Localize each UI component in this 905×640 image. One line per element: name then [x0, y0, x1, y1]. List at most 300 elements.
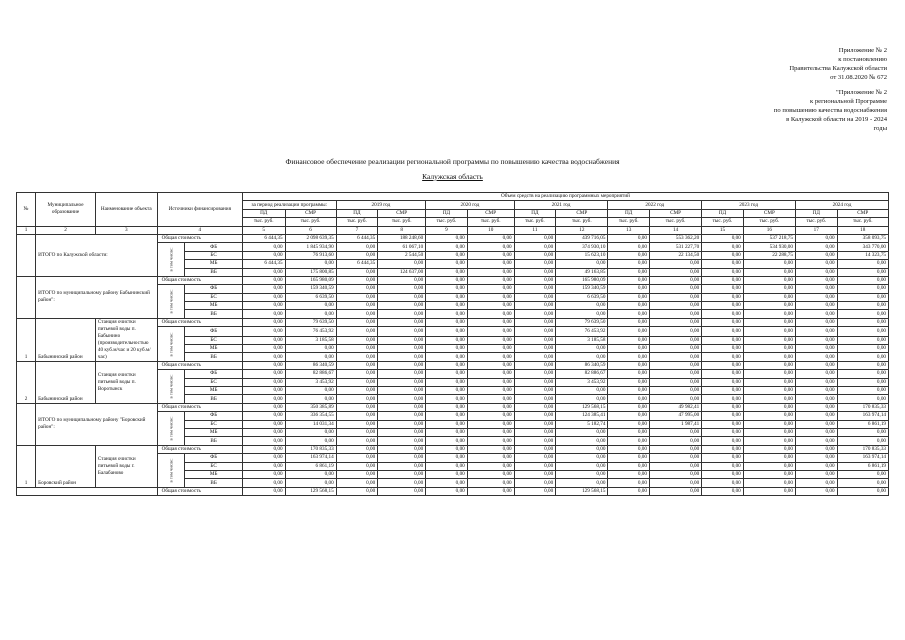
row-number: 1 [17, 445, 36, 487]
amount-cell: 0,00 [514, 302, 556, 310]
amount-cell: 0,00 [514, 487, 556, 495]
amount-cell: 0,00 [837, 310, 888, 318]
source-type: ВБ [185, 479, 243, 487]
col-unit: тыс. руб. [336, 218, 378, 226]
amount-cell: 0,00 [702, 403, 744, 411]
amount-cell: 0,00 [743, 403, 795, 411]
amount-cell: 0,00 [649, 437, 701, 445]
amount-cell: 0,00 [467, 378, 514, 386]
amount-cell: 0,00 [242, 310, 285, 318]
amount-cell: 0,00 [336, 302, 378, 310]
amount-cell: 0,00 [649, 445, 701, 453]
amount-cell: 0,00 [426, 293, 468, 301]
amount-cell: 0,00 [467, 437, 514, 445]
municipality-name: Бабынинский район [36, 318, 96, 361]
amount-cell: 0,00 [837, 437, 888, 445]
amount-cell: 0,00 [743, 412, 795, 420]
amount-cell: 0,00 [795, 285, 837, 293]
col-year: 2021 год [514, 201, 608, 209]
amount-cell: 0,00 [702, 454, 744, 462]
source-type: Общая стоимость [157, 487, 242, 495]
amount-cell: 2 544,50 [378, 251, 426, 259]
column-number: 1 [17, 226, 36, 234]
amount-cell: 0,00 [649, 462, 701, 470]
amount-cell: 0,00 [467, 310, 514, 318]
col-unit: тыс. руб. [649, 218, 701, 226]
amount-cell: 531 227,70 [649, 243, 701, 251]
amount-cell: 0,00 [378, 420, 426, 428]
amount-cell: 76 913,60 [285, 251, 336, 259]
header-line: к региональной Программе [810, 98, 887, 105]
amount-cell: 0,00 [467, 479, 514, 487]
amount-cell: 159 340,59 [285, 285, 336, 293]
col-unit: тыс. руб. [702, 218, 744, 226]
amount-cell: 0,00 [514, 293, 556, 301]
amount-cell: 0,00 [649, 318, 701, 326]
amount-cell: 0,00 [702, 361, 744, 369]
source-type: МБ [185, 387, 243, 395]
including-text: в том числе: [168, 416, 174, 441]
amount-cell: 0,00 [837, 336, 888, 344]
amount-cell: 0,00 [837, 378, 888, 386]
amount-cell: 49 982,41 [649, 403, 701, 411]
amount-cell: 0,00 [795, 302, 837, 310]
amount-cell: 0,00 [514, 395, 556, 403]
column-number: 15 [702, 226, 744, 234]
amount-cell: 0,00 [242, 403, 285, 411]
header-line: к постановлению [838, 56, 887, 63]
source-type: ВБ [185, 310, 243, 318]
amount-cell: 0,00 [336, 470, 378, 478]
amount-cell: 0,00 [467, 293, 514, 301]
amount-cell: 0,00 [608, 403, 650, 411]
amount-cell: 1 845 934,90 [285, 243, 336, 251]
amount-cell: 0,00 [514, 234, 556, 242]
header-line: в Калужской области на 2019 - 2024 [786, 116, 887, 123]
amount-cell: 0,00 [743, 353, 795, 361]
amount-cell: 0,00 [795, 412, 837, 420]
amount-cell: 0,00 [242, 437, 285, 445]
amount-cell: 0,00 [743, 462, 795, 470]
amount-cell: 0,00 [743, 318, 795, 326]
amount-cell: 0,00 [608, 454, 650, 462]
amount-cell: 0,00 [608, 395, 650, 403]
amount-cell: 0,00 [649, 260, 701, 268]
object-name: Станция очистки питьевой воды г. Балабаново [95, 445, 157, 487]
amount-cell: 0,00 [702, 487, 744, 495]
col-unit: тыс. руб. [743, 218, 795, 226]
amount-cell: 0,00 [242, 336, 285, 344]
source-type: БС [185, 336, 243, 344]
amount-cell: 0,00 [514, 268, 556, 276]
amount-cell: 61 067,10 [378, 243, 426, 251]
amount-cell: 0,00 [795, 470, 837, 478]
amount-cell: 0,00 [608, 327, 650, 336]
amount-cell: 0,00 [426, 234, 468, 242]
amount-cell: 0,00 [378, 412, 426, 420]
amount-cell: 0,00 [378, 387, 426, 395]
amount-cell: 6 444,35 [242, 260, 285, 268]
amount-cell: 0,00 [649, 285, 701, 293]
amount-cell: 0,00 [242, 479, 285, 487]
amount-cell: 0,00 [514, 403, 556, 411]
amount-cell: 0,00 [795, 395, 837, 403]
amount-cell: 0,00 [702, 445, 744, 453]
amount-cell: 0,00 [514, 370, 556, 378]
source-type: ВБ [185, 395, 243, 403]
amount-cell: 0,00 [743, 310, 795, 318]
amount-cell: 0,00 [378, 353, 426, 361]
amount-cell: 0,00 [743, 387, 795, 395]
col-municipality: Муниципальное образование [36, 193, 96, 227]
amount-cell: 0,00 [514, 345, 556, 353]
amount-cell: 0,00 [467, 260, 514, 268]
amount-cell: 129 568,15 [285, 487, 336, 495]
amount-cell: 0,00 [837, 487, 888, 495]
amount-cell: 0,00 [426, 370, 468, 378]
amount-cell: 0,00 [426, 361, 468, 369]
amount-cell: 0,00 [702, 420, 744, 428]
amount-cell: 0,00 [795, 428, 837, 436]
amount-cell: 3 185,58 [285, 336, 336, 344]
amount-cell: 0,00 [649, 268, 701, 276]
amount-cell: 0,00 [608, 293, 650, 301]
column-number: 6 [285, 226, 336, 234]
amount-cell: 0,00 [426, 327, 468, 336]
amount-cell: 165 980,09 [285, 276, 336, 284]
amount-cell: 0,00 [336, 327, 378, 336]
amount-cell: 0,00 [743, 336, 795, 344]
amount-cell: 0,00 [556, 395, 608, 403]
amount-cell: 0,00 [702, 268, 744, 276]
amount-cell: 0,00 [242, 370, 285, 378]
including-label [157, 370, 185, 404]
amount-cell: 0,00 [467, 302, 514, 310]
amount-cell: 0,00 [514, 420, 556, 428]
amount-cell: 0,00 [378, 327, 426, 336]
amount-cell: 0,00 [514, 353, 556, 361]
amount-cell: 0,00 [514, 318, 556, 326]
amount-cell: 0,00 [378, 470, 426, 478]
amount-cell: 0,00 [743, 437, 795, 445]
amount-cell: 0,00 [837, 479, 888, 487]
total-label: ИТОГО по муниципальному району "Боровский район": [36, 403, 157, 445]
amount-cell: 0,00 [336, 293, 378, 301]
amount-cell: 0,00 [837, 268, 888, 276]
amount-cell: 0,00 [285, 437, 336, 445]
object-name: Станция очистки питьевой воды п. Бабынино (производительностью 40 куб.м/час и 20 куб.м/час) [95, 318, 157, 361]
amount-cell: 0,00 [649, 378, 701, 386]
amount-cell: 86 340,59 [556, 361, 608, 369]
amount-cell: 0,00 [743, 268, 795, 276]
amount-cell: 0,00 [795, 353, 837, 361]
amount-cell: 0,00 [514, 445, 556, 453]
amount-cell: 0,00 [467, 403, 514, 411]
amount-cell: 0,00 [608, 470, 650, 478]
amount-cell: 0,00 [743, 260, 795, 268]
amount-cell: 0,00 [426, 251, 468, 259]
col-pd: ПД [514, 209, 556, 217]
amount-cell: 0,00 [426, 345, 468, 353]
column-number: 5 [242, 226, 285, 234]
amount-cell: 0,00 [242, 412, 285, 420]
amount-cell: 0,00 [242, 243, 285, 251]
amount-cell: 0,00 [426, 260, 468, 268]
col-pd: ПД [242, 209, 285, 217]
header-line: годы [873, 125, 887, 132]
amount-cell: 0,00 [795, 420, 837, 428]
empty-cell [17, 487, 158, 495]
amount-cell: 0,00 [743, 487, 795, 495]
amount-cell: 163 974,14 [837, 412, 888, 420]
column-number: 17 [795, 226, 837, 234]
amount-cell: 6 444,35 [336, 234, 378, 242]
amount-cell: 0,00 [649, 361, 701, 369]
amount-cell: 0,00 [608, 378, 650, 386]
amount-cell: 0,00 [514, 387, 556, 395]
amount-cell: 0,00 [743, 395, 795, 403]
amount-cell: 0,00 [795, 370, 837, 378]
amount-cell: 0,00 [556, 437, 608, 445]
amount-cell: 0,00 [336, 420, 378, 428]
amount-cell: 0,00 [378, 479, 426, 487]
amount-cell: 0,00 [743, 479, 795, 487]
amount-cell: 0,00 [336, 479, 378, 487]
amount-cell: 0,00 [242, 420, 285, 428]
source-type: ВБ [185, 437, 243, 445]
source-type: МБ [185, 345, 243, 353]
col-smr: СМР [743, 209, 795, 217]
amount-cell: 0,00 [378, 462, 426, 470]
including-label [157, 327, 185, 362]
amount-cell: 0,00 [467, 353, 514, 361]
amount-cell: 358 093,75 [837, 234, 888, 242]
col-pd: ПД [426, 209, 468, 217]
amount-cell: 0,00 [743, 420, 795, 428]
amount-cell: 0,00 [837, 395, 888, 403]
amount-cell: 0,00 [378, 370, 426, 378]
amount-cell: 0,00 [743, 345, 795, 353]
amount-cell: 0,00 [378, 395, 426, 403]
amount-cell: 0,00 [702, 428, 744, 436]
source-type: Общая стоимость [157, 318, 242, 326]
row-number [17, 403, 36, 445]
col-pd: ПД [336, 209, 378, 217]
amount-cell: 0,00 [426, 470, 468, 478]
amount-cell: 0,00 [336, 353, 378, 361]
municipality-name: Боровский район [36, 445, 96, 487]
col-unit: тыс. руб. [426, 218, 468, 226]
amount-cell: 0,00 [242, 353, 285, 361]
amount-cell: 0,00 [467, 387, 514, 395]
row-number [17, 234, 36, 276]
amount-cell: 0,00 [285, 302, 336, 310]
source-type: ФБ [185, 285, 243, 293]
amount-cell: 0,00 [285, 479, 336, 487]
amount-cell: 0,00 [467, 395, 514, 403]
amount-cell: 0,00 [514, 462, 556, 470]
amount-cell: 0,00 [467, 412, 514, 420]
amount-cell: 0,00 [702, 327, 744, 336]
amount-cell: 0,00 [467, 470, 514, 478]
amount-cell: 0,00 [743, 470, 795, 478]
amount-cell: 0,00 [242, 470, 285, 478]
amount-cell: 47 995,00 [649, 412, 701, 420]
amount-cell: 0,00 [336, 251, 378, 259]
amount-cell: 0,00 [649, 454, 701, 462]
amount-cell: 0,00 [743, 327, 795, 336]
amount-cell: 0,00 [378, 302, 426, 310]
annex-header [774, 88, 887, 133]
amount-cell: 2 098 639,35 [285, 234, 336, 242]
source-type: Общая стоимость [157, 361, 242, 369]
amount-cell: 0,00 [336, 310, 378, 318]
amount-cell: 0,00 [514, 243, 556, 251]
column-number: 11 [514, 226, 556, 234]
amount-cell: 0,00 [837, 428, 888, 436]
amount-cell: 0,00 [556, 428, 608, 436]
col-unit: тыс. руб. [378, 218, 426, 226]
amount-cell: 0,00 [242, 345, 285, 353]
amount-cell: 439 716,05 [556, 234, 608, 242]
amount-cell: 0,00 [795, 479, 837, 487]
amount-cell: 0,00 [285, 428, 336, 436]
amount-cell: 124 385,41 [556, 412, 608, 420]
header-line: "Приложение № 2 [836, 89, 887, 96]
amount-cell: 0,00 [426, 378, 468, 386]
col-object: Наименование объекта [95, 193, 157, 227]
amount-cell: 0,00 [514, 310, 556, 318]
amount-cell: 0,00 [649, 428, 701, 436]
amount-cell: 0,00 [242, 285, 285, 293]
amount-cell: 129 568,15 [556, 403, 608, 411]
amount-cell: 0,00 [336, 378, 378, 386]
amount-cell: 0,00 [837, 361, 888, 369]
amount-cell: 0,00 [649, 470, 701, 478]
amount-cell: 0,00 [795, 387, 837, 395]
amount-cell: 0,00 [743, 454, 795, 462]
amount-cell: 0,00 [795, 361, 837, 369]
amount-cell: 0,00 [608, 353, 650, 361]
amount-cell: 0,00 [242, 445, 285, 453]
source-type: Общая стоимость [157, 234, 242, 242]
amount-cell: 129 568,15 [556, 487, 608, 495]
amount-cell: 0,00 [556, 353, 608, 361]
amount-cell: 0,00 [795, 336, 837, 344]
amount-cell: 0,00 [743, 445, 795, 453]
amount-cell: 0,00 [702, 353, 744, 361]
amount-cell: 0,00 [649, 345, 701, 353]
amount-cell: 0,00 [743, 370, 795, 378]
amount-cell: 0,00 [795, 234, 837, 242]
amount-cell: 0,00 [608, 318, 650, 326]
table-row [17, 403, 889, 411]
amount-cell: 350 385,89 [285, 403, 336, 411]
amount-cell: 0,00 [702, 251, 744, 259]
col-unit: тыс. руб. [608, 218, 650, 226]
including-label [157, 285, 185, 319]
amount-cell: 0,00 [556, 387, 608, 395]
amount-cell: 0,00 [702, 234, 744, 242]
amount-cell: 82 886,67 [285, 370, 336, 378]
amount-cell: 188 248,60 [378, 234, 426, 242]
amount-cell: 0,00 [702, 302, 744, 310]
amount-cell: 0,00 [837, 285, 888, 293]
amount-cell: 0,00 [608, 268, 650, 276]
amount-cell: 22 134,50 [649, 251, 701, 259]
table-body [17, 234, 889, 495]
amount-cell: 0,00 [514, 361, 556, 369]
amount-cell: 163 974,14 [837, 454, 888, 462]
amount-cell: 0,00 [649, 395, 701, 403]
source-type: ВБ [185, 268, 243, 276]
amount-cell: 15 623,10 [556, 251, 608, 259]
source-type: ВБ [185, 353, 243, 361]
amount-cell: 0,00 [556, 310, 608, 318]
amount-cell: 0,00 [514, 260, 556, 268]
amount-cell: 0,00 [426, 412, 468, 420]
amount-cell: 170 835,33 [837, 403, 888, 411]
row-number: 1 [17, 318, 36, 361]
including-text: в том числе: [168, 332, 174, 357]
col-smr: СМР [649, 209, 701, 217]
col-year: 2019 год [336, 201, 426, 209]
amount-cell: 0,00 [426, 454, 468, 462]
amount-cell: 0,00 [795, 437, 837, 445]
amount-cell: 0,00 [608, 370, 650, 378]
amount-cell: 0,00 [608, 420, 650, 428]
amount-cell: 0,00 [702, 462, 744, 470]
amount-cell: 0,00 [702, 412, 744, 420]
table-row [17, 487, 889, 495]
amount-cell: 0,00 [285, 470, 336, 478]
source-type: МБ [185, 302, 243, 310]
amount-cell: 0,00 [242, 276, 285, 284]
amount-cell: 0,00 [426, 285, 468, 293]
amount-cell: 0,00 [837, 318, 888, 326]
header-line: Правительства Калужской области [789, 65, 887, 72]
amount-cell: 0,00 [467, 336, 514, 344]
amount-cell: 0,00 [702, 260, 744, 268]
amount-cell: 6 444,35 [336, 260, 378, 268]
amount-cell: 0,00 [608, 412, 650, 420]
source-type: МБ [185, 260, 243, 268]
amount-cell: 0,00 [426, 445, 468, 453]
amount-cell: 0,00 [795, 276, 837, 284]
amount-cell: 0,00 [426, 420, 468, 428]
header-line: по повышению качества водоснабжения [773, 107, 887, 114]
amount-cell: 0,00 [336, 462, 378, 470]
amount-cell: 0,00 [837, 302, 888, 310]
amount-cell: 3 453,92 [556, 378, 608, 386]
amount-cell: 0,00 [795, 251, 837, 259]
amount-cell: 6 861,19 [837, 420, 888, 428]
amount-cell: 0,00 [702, 378, 744, 386]
amount-cell: 0,00 [608, 428, 650, 436]
including-label [157, 454, 185, 488]
col-unit: тыс. руб. [242, 218, 285, 226]
amount-cell: 0,00 [467, 361, 514, 369]
amount-cell: 0,00 [467, 345, 514, 353]
table-row [17, 361, 889, 369]
amount-cell: 0,00 [837, 260, 888, 268]
amount-cell: 0,00 [743, 276, 795, 284]
header-line: Приложение № 2 [838, 47, 887, 54]
object-name: Станция очистки питьевой воды п. Воротынск [95, 361, 157, 403]
amount-cell: 0,00 [514, 251, 556, 259]
amount-cell: 0,00 [608, 243, 650, 251]
document-title: Финансовое обеспечение реализации региональной программы по повышению качества водоснабжения [285, 157, 620, 166]
